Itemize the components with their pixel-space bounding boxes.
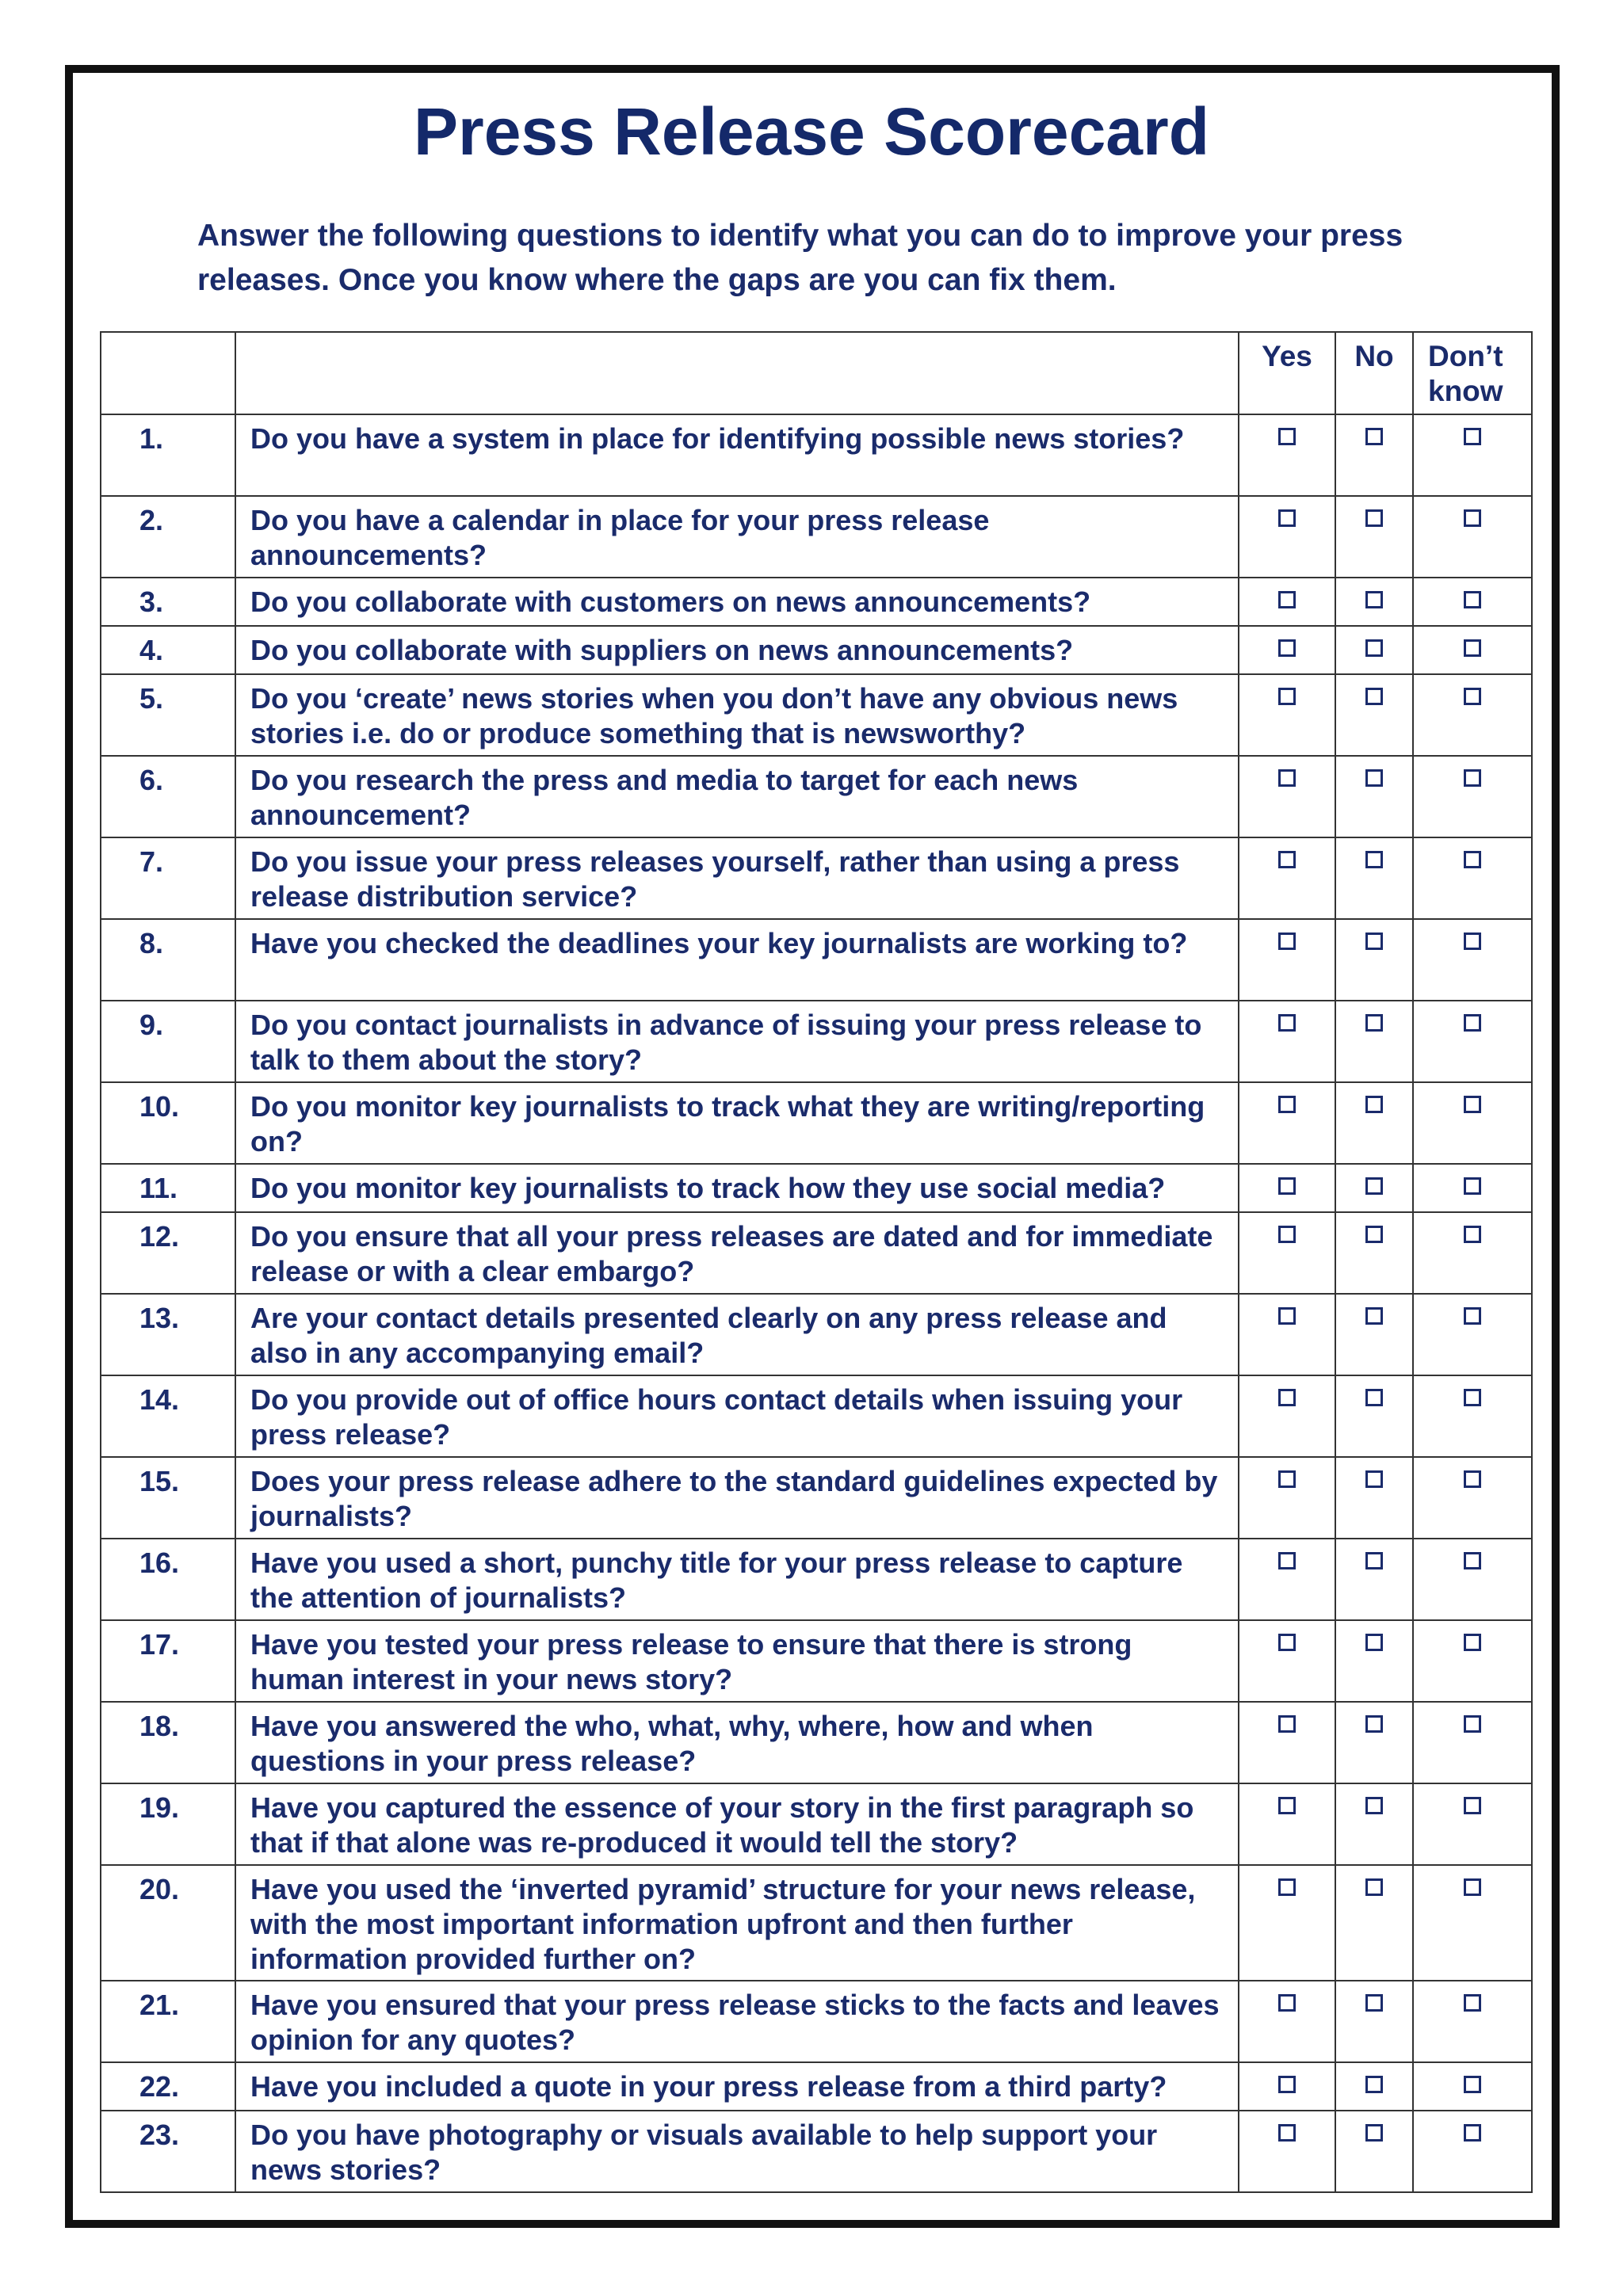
dont-know-checkbox[interactable] <box>1464 1096 1481 1113</box>
scorecard-table <box>100 331 1533 2193</box>
question-row <box>101 1457 1532 1539</box>
question-number: 13. <box>101 1294 235 1375</box>
yes-cell <box>1239 1702 1335 1783</box>
no-cell <box>1335 919 1413 1001</box>
no-cell <box>1335 837 1413 919</box>
question-row <box>101 1082 1532 1164</box>
no-checkbox[interactable] <box>1365 1634 1383 1651</box>
dont-know-cell <box>1413 1375 1532 1457</box>
question-number: 7. <box>101 837 235 919</box>
question-row <box>101 756 1532 837</box>
dont-know-checkbox[interactable] <box>1464 1307 1481 1325</box>
yes-checkbox[interactable] <box>1278 1226 1296 1243</box>
dont-know-cell <box>1413 1702 1532 1783</box>
dont-know-cell <box>1413 2111 1532 2192</box>
no-cell <box>1335 1164 1413 1212</box>
no-checkbox[interactable] <box>1365 851 1383 868</box>
yes-cell <box>1239 1783 1335 1865</box>
yes-checkbox[interactable] <box>1278 591 1296 608</box>
no-checkbox[interactable] <box>1365 428 1383 445</box>
dont-know-checkbox[interactable] <box>1464 428 1481 445</box>
question-row <box>101 1375 1532 1457</box>
no-cell <box>1335 1865 1413 1981</box>
header-number-cell <box>101 332 235 414</box>
yes-cell <box>1239 1082 1335 1164</box>
dont-know-cell <box>1413 1981 1532 2062</box>
yes-checkbox[interactable] <box>1278 2124 1296 2142</box>
header-yes: Yes <box>1239 332 1335 414</box>
question-number: 12. <box>101 1212 235 1294</box>
question-text: Do you collaborate with suppliers on news announcements? <box>235 626 1239 674</box>
no-cell <box>1335 1457 1413 1539</box>
yes-checkbox[interactable] <box>1278 769 1296 787</box>
dont-know-checkbox[interactable] <box>1464 1797 1481 1814</box>
no-checkbox[interactable] <box>1365 1177 1383 1195</box>
header-no: No <box>1335 332 1413 414</box>
question-text: Do you have a calendar in place for your press release announcements? <box>235 496 1239 578</box>
yes-checkbox[interactable] <box>1278 1634 1296 1651</box>
dont-know-cell <box>1413 1082 1532 1164</box>
yes-cell <box>1239 1539 1335 1620</box>
question-number: 22. <box>101 2062 235 2111</box>
yes-checkbox[interactable] <box>1278 1715 1296 1733</box>
dont-know-checkbox[interactable] <box>1464 1177 1481 1195</box>
question-row <box>101 2111 1532 2192</box>
dont-know-cell <box>1413 756 1532 837</box>
no-checkbox[interactable] <box>1365 1226 1383 1243</box>
question-text: Do you ‘create’ news stories when you don’t have any obvious news stories i.e. do or produce something that is newsworthy? <box>235 674 1239 756</box>
question-number: 21. <box>101 1981 235 2062</box>
dont-know-cell <box>1413 1783 1532 1865</box>
dont-know-checkbox[interactable] <box>1464 2124 1481 2142</box>
question-row <box>101 1783 1532 1865</box>
yes-cell <box>1239 578 1335 626</box>
question-row <box>101 578 1532 626</box>
question-number: 20. <box>101 1865 235 1981</box>
page-title: Press Release Scorecard <box>413 94 1210 169</box>
yes-checkbox[interactable] <box>1278 1994 1296 2012</box>
no-checkbox[interactable] <box>1365 1096 1383 1113</box>
dont-know-checkbox[interactable] <box>1464 1634 1481 1651</box>
yes-checkbox[interactable] <box>1278 639 1296 657</box>
dont-know-checkbox[interactable] <box>1464 1014 1481 1032</box>
question-number: 6. <box>101 756 235 837</box>
dont-know-checkbox[interactable] <box>1464 1226 1481 1243</box>
yes-cell <box>1239 2062 1335 2111</box>
question-row <box>101 837 1532 919</box>
question-text: Do you contact journalists in advance of issuing your press release to talk to them about the story? <box>235 1001 1239 1082</box>
question-text: Do you monitor key journalists to track what they are writing/reporting on? <box>235 1082 1239 1164</box>
no-cell <box>1335 756 1413 837</box>
no-cell <box>1335 674 1413 756</box>
no-cell <box>1335 2111 1413 2192</box>
question-text: Do you have photography or visuals available to help support your news stories? <box>235 2111 1239 2192</box>
no-checkbox[interactable] <box>1365 1552 1383 1569</box>
question-number: 5. <box>101 674 235 756</box>
dont-know-checkbox[interactable] <box>1464 591 1481 608</box>
no-checkbox[interactable] <box>1365 639 1383 657</box>
yes-cell <box>1239 919 1335 1001</box>
no-cell <box>1335 1212 1413 1294</box>
yes-checkbox[interactable] <box>1278 933 1296 950</box>
question-row <box>101 1212 1532 1294</box>
yes-checkbox[interactable] <box>1278 2076 1296 2093</box>
no-checkbox[interactable] <box>1365 1878 1383 1896</box>
dont-know-cell <box>1413 2062 1532 2111</box>
yes-checkbox[interactable] <box>1278 851 1296 868</box>
dont-know-cell <box>1413 1001 1532 1082</box>
question-text: Have you included a quote in your press release from a third party? <box>235 2062 1239 2111</box>
question-number: 19. <box>101 1783 235 1865</box>
yes-checkbox[interactable] <box>1278 1552 1296 1569</box>
question-row <box>101 1702 1532 1783</box>
no-checkbox[interactable] <box>1365 1307 1383 1325</box>
header-row <box>101 332 1532 414</box>
question-row <box>101 1620 1532 1702</box>
dont-know-checkbox[interactable] <box>1464 639 1481 657</box>
no-checkbox[interactable] <box>1365 509 1383 527</box>
dont-know-cell <box>1413 1539 1532 1620</box>
question-row <box>101 1001 1532 1082</box>
yes-cell <box>1239 1001 1335 1082</box>
question-row <box>101 674 1532 756</box>
yes-checkbox[interactable] <box>1278 1797 1296 1814</box>
no-checkbox[interactable] <box>1365 933 1383 950</box>
header-question-cell <box>235 332 1239 414</box>
question-text: Have you answered the who, what, why, where, how and when questions in your press release? <box>235 1702 1239 1783</box>
question-text: Does your press release adhere to the standard guidelines expected by journalists? <box>235 1457 1239 1539</box>
no-checkbox[interactable] <box>1365 1470 1383 1488</box>
no-checkbox[interactable] <box>1365 1715 1383 1733</box>
dont-know-cell <box>1413 1212 1532 1294</box>
no-checkbox[interactable] <box>1365 2124 1383 2142</box>
question-row <box>101 1164 1532 1212</box>
dont-know-cell <box>1413 414 1532 496</box>
question-text: Do you provide out of office hours contact details when issuing your press release? <box>235 1375 1239 1457</box>
no-checkbox[interactable] <box>1365 1389 1383 1406</box>
question-number: 16. <box>101 1539 235 1620</box>
question-number: 15. <box>101 1457 235 1539</box>
yes-cell <box>1239 837 1335 919</box>
no-cell <box>1335 1001 1413 1082</box>
question-row <box>101 1981 1532 2062</box>
yes-cell <box>1239 1212 1335 1294</box>
yes-checkbox[interactable] <box>1278 1470 1296 1488</box>
no-cell <box>1335 578 1413 626</box>
yes-cell <box>1239 674 1335 756</box>
question-text: Have you tested your press release to ensure that there is strong human interest in your news story? <box>235 1620 1239 1702</box>
yes-cell <box>1239 496 1335 578</box>
yes-checkbox[interactable] <box>1278 1177 1296 1195</box>
no-cell <box>1335 1375 1413 1457</box>
question-row <box>101 626 1532 674</box>
yes-checkbox[interactable] <box>1278 688 1296 705</box>
dont-know-cell <box>1413 1865 1532 1981</box>
yes-cell <box>1239 1375 1335 1457</box>
dont-know-cell <box>1413 1164 1532 1212</box>
intro-text: Answer the following questions to identify what you can do to improve your press releases. Once you know where the gaps are you can fix them. <box>197 219 1403 297</box>
question-text: Do you have a system in place for identifying possible news stories? <box>235 414 1239 496</box>
question-row <box>101 1539 1532 1620</box>
dont-know-checkbox[interactable] <box>1464 509 1481 527</box>
question-text: Have you used the ‘inverted pyramid’ structure for your news release, with the most important information upfront and then further information provided further on? <box>235 1865 1239 1981</box>
yes-cell <box>1239 1457 1335 1539</box>
yes-cell <box>1239 1981 1335 2062</box>
dont-know-cell <box>1413 674 1532 756</box>
no-cell <box>1335 1082 1413 1164</box>
yes-checkbox[interactable] <box>1278 1389 1296 1406</box>
question-row <box>101 1865 1532 1981</box>
question-number: 11. <box>101 1164 235 1212</box>
yes-checkbox[interactable] <box>1278 1307 1296 1325</box>
dont-know-cell <box>1413 837 1532 919</box>
no-cell <box>1335 1783 1413 1865</box>
question-number: 18. <box>101 1702 235 1783</box>
no-cell <box>1335 1620 1413 1702</box>
dont-know-checkbox[interactable] <box>1464 933 1481 950</box>
question-number: 2. <box>101 496 235 578</box>
no-cell <box>1335 2062 1413 2111</box>
question-text: Do you monitor key journalists to track how they use social media? <box>235 1164 1239 1212</box>
question-text: Do you research the press and media to target for each news announcement? <box>235 756 1239 837</box>
question-text: Have you captured the essence of your story in the first paragraph so that if that alone was re-produced it would tell the story? <box>235 1783 1239 1865</box>
yes-checkbox[interactable] <box>1278 509 1296 527</box>
dont-know-checkbox[interactable] <box>1464 769 1481 787</box>
no-cell <box>1335 1981 1413 2062</box>
no-cell <box>1335 626 1413 674</box>
yes-cell <box>1239 1620 1335 1702</box>
no-cell <box>1335 1702 1413 1783</box>
question-number: 17. <box>101 1620 235 1702</box>
yes-checkbox[interactable] <box>1278 1878 1296 1896</box>
question-text: Do you ensure that all your press releases are dated and for immediate release or with a clear embargo? <box>235 1212 1239 1294</box>
dont-know-cell <box>1413 626 1532 674</box>
no-cell <box>1335 496 1413 578</box>
dont-know-checkbox[interactable] <box>1464 688 1481 705</box>
dont-know-cell <box>1413 919 1532 1001</box>
dont-know-checkbox[interactable] <box>1464 1389 1481 1406</box>
question-row <box>101 414 1532 496</box>
question-row <box>101 2062 1532 2111</box>
dont-know-checkbox[interactable] <box>1464 1878 1481 1896</box>
no-checkbox[interactable] <box>1365 2076 1383 2093</box>
question-number: 3. <box>101 578 235 626</box>
no-checkbox[interactable] <box>1365 1994 1383 2012</box>
dont-know-checkbox[interactable] <box>1464 851 1481 868</box>
dont-know-checkbox[interactable] <box>1464 1715 1481 1733</box>
yes-cell <box>1239 1164 1335 1212</box>
no-cell <box>1335 414 1413 496</box>
no-checkbox[interactable] <box>1365 1797 1383 1814</box>
question-text: Are your contact details presented clearly on any press release and also in any accompanying email? <box>235 1294 1239 1375</box>
header-dont-know: Don’t know <box>1413 332 1532 414</box>
dont-know-cell <box>1413 1294 1532 1375</box>
yes-cell <box>1239 1294 1335 1375</box>
yes-cell <box>1239 756 1335 837</box>
question-text: Do you issue your press releases yourself, rather than using a press release distribution service? <box>235 837 1239 919</box>
question-text: Have you ensured that your press release sticks to the facts and leaves opinion for any quotes? <box>235 1981 1239 2062</box>
question-number: 10. <box>101 1082 235 1164</box>
dont-know-cell <box>1413 1620 1532 1702</box>
dont-know-checkbox[interactable] <box>1464 2076 1481 2093</box>
yes-cell <box>1239 414 1335 496</box>
dont-know-cell <box>1413 496 1532 578</box>
question-number: 8. <box>101 919 235 1001</box>
no-cell <box>1335 1539 1413 1620</box>
dont-know-checkbox[interactable] <box>1464 1470 1481 1488</box>
yes-checkbox[interactable] <box>1278 1014 1296 1032</box>
question-number: 1. <box>101 414 235 496</box>
dont-know-checkbox[interactable] <box>1464 1994 1481 2012</box>
question-row <box>101 919 1532 1001</box>
dont-know-checkbox[interactable] <box>1464 1552 1481 1569</box>
yes-cell <box>1239 1865 1335 1981</box>
question-row <box>101 1294 1532 1375</box>
dont-know-cell <box>1413 578 1532 626</box>
question-number: 14. <box>101 1375 235 1457</box>
no-checkbox[interactable] <box>1365 1014 1383 1032</box>
question-row <box>101 496 1532 578</box>
no-checkbox[interactable] <box>1365 769 1383 787</box>
yes-checkbox[interactable] <box>1278 428 1296 445</box>
yes-checkbox[interactable] <box>1278 1096 1296 1113</box>
question-number: 4. <box>101 626 235 674</box>
question-number: 23. <box>101 2111 235 2192</box>
yes-cell <box>1239 626 1335 674</box>
question-text: Have you checked the deadlines your key journalists are working to? <box>235 919 1239 1001</box>
yes-cell <box>1239 2111 1335 2192</box>
no-cell <box>1335 1294 1413 1375</box>
no-checkbox[interactable] <box>1365 591 1383 608</box>
no-checkbox[interactable] <box>1365 688 1383 705</box>
question-text: Do you collaborate with customers on news announcements? <box>235 578 1239 626</box>
question-text: Have you used a short, punchy title for your press release to capture the attention of journalists? <box>235 1539 1239 1620</box>
dont-know-cell <box>1413 1457 1532 1539</box>
question-number: 9. <box>101 1001 235 1082</box>
